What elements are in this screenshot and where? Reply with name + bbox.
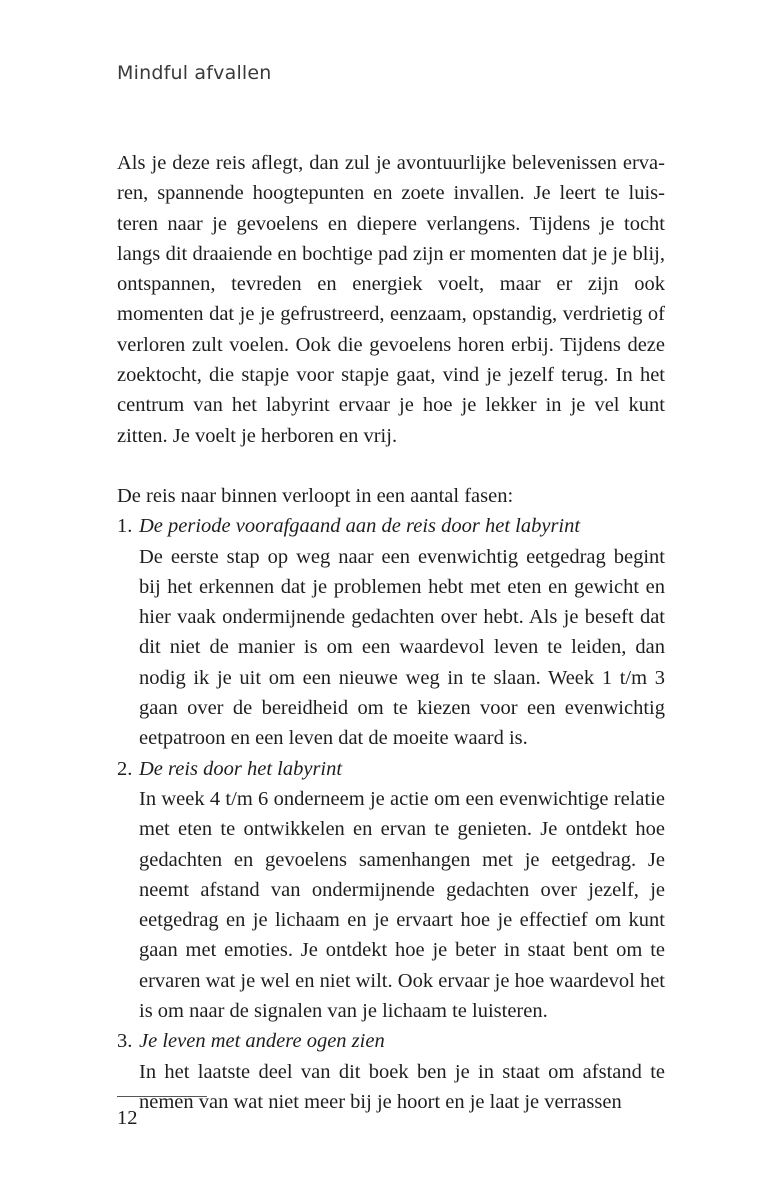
intro-paragraph: Als je deze reis aflegt, dan zul je avontuurlijke belevenissen ervaren, spannende hoogtepunten en zoete invallen. Je leert te luisteren naar je gevoelens en diepere verlangens. Tijdens je tocht langs dit draaiende en bochtige pad zijn er momenten dat je je blij, ontspannen, tevreden en energiek voelt, maar er zijn ook momenten dat je je gefrustreerd, eenzaam, opstandig, verdrietig of verloren zult voelen. Ook die gevoelens horen erbij. Tijdens deze zoektocht, die stapje voor stapje gaat, vind je jezelf terug. In het centrum van het labyrint ervaar je hoe je lekker in je vel kunt zitten. Je voelt je herboren en vrij. [117, 152, 665, 447]
phase-heading [117, 1026, 665, 1056]
phase-number: 2. [117, 757, 133, 780]
phase-title: De reis door het labyrint [139, 757, 343, 780]
phase-heading [117, 754, 665, 784]
running-head: Mindful afvallen [117, 62, 272, 84]
phase-title: De periode voorafgaand aan de reis door het labyrint [139, 515, 581, 538]
body-text [117, 148, 665, 1117]
phase-item [117, 511, 665, 753]
phase-body: De eerste stap op weg naar een evenwichtig eetgedrag begint bij het erkennen dat je problemen hebt met eten en gewicht en hier vaak ondermijnende gedachten over hebt. Als je beseft dat dit niet de manier is om een waardevol leven te leiden, dan nodig ik je uit om een nieuwe weg in te slaan. Week 1 t/m 3 gaan over de bereidheid om te kiezen voor een evenwichtig eetpatroon en een leven dat de moeite waard is. [139, 545, 665, 750]
phase-item [117, 754, 665, 1027]
paragraph-gap [117, 451, 665, 481]
phase-heading [117, 511, 665, 541]
phase-body: In het laatste deel van dit boek ben je in staat om afstand te nemen van wat niet meer bij je hoort en je laat je verrassen [139, 1060, 665, 1113]
phase-number: 3. [117, 1030, 133, 1053]
page-number: 12 [117, 1107, 138, 1129]
phase-body: In week 4 t/m 6 onderneem je actie om een evenwichtige relatie met eten te ontwikkelen en ervan te genieten. Je ontdekt hoe gedachten en gevoelens samenhangen met je eetgedrag. Je neemt afstand van ondermijnende gedachten over jezelf, je eetgedrag en je lichaam en je ervaart hoe je effectief om kunt gaan met emoties. Je ontdekt hoe je beter in staat bent om te ervaren wat je wel en niet wilt. Ook ervaar je hoe waardevol het is om naar de signalen van je lichaam te luisteren. [139, 787, 665, 1023]
phase-title: Je leven met andere ogen zien [139, 1030, 385, 1053]
phase-item [117, 1026, 665, 1117]
phases-intro: De reis naar binnen verloopt in een aantal fasen: [117, 484, 514, 507]
phase-number: 1. [117, 515, 133, 538]
footer-rule [117, 1096, 207, 1097]
